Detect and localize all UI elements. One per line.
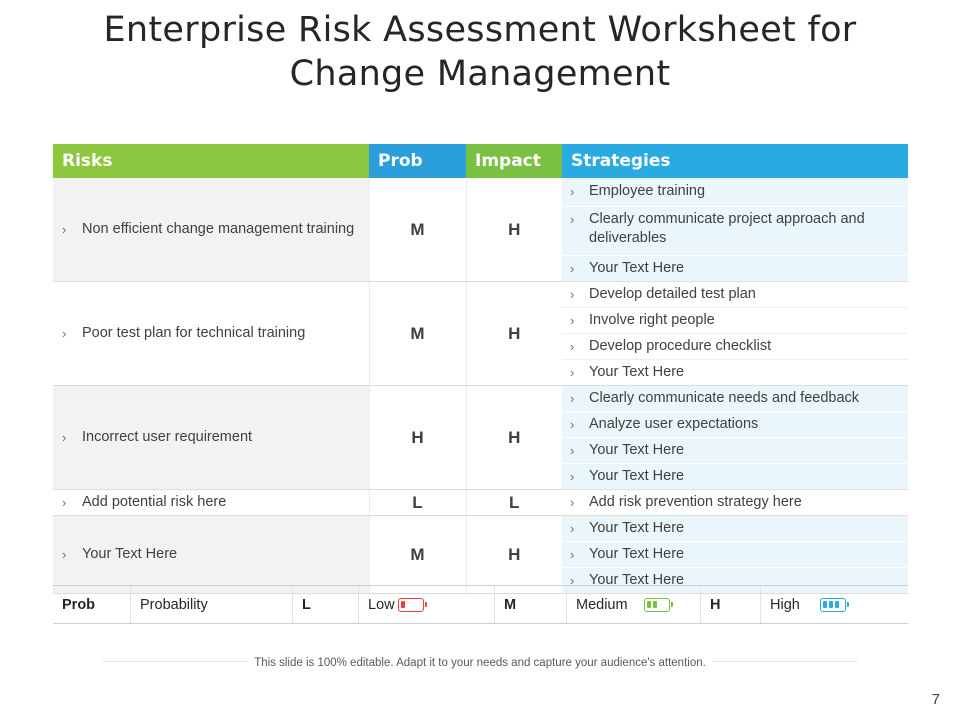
strategy-item	[562, 464, 908, 489]
battery-low-icon	[398, 598, 424, 612]
legend-medium-cell	[567, 586, 701, 623]
legend-code-cell	[495, 586, 567, 623]
prob-cell: H	[369, 386, 466, 490]
strategy-text: Your Text Here	[589, 520, 685, 536]
strategies-cell	[562, 490, 908, 516]
chevron-right-icon: ›	[570, 573, 575, 588]
chevron-right-icon: ›	[62, 222, 67, 237]
strategies-cell	[562, 386, 908, 490]
chevron-right-icon: ›	[62, 326, 67, 341]
table-row	[53, 516, 908, 594]
chevron-right-icon: ›	[570, 547, 575, 562]
strategy-text: Clearly communicate project approach and deliverables	[589, 211, 865, 246]
prob-cell: L	[369, 490, 466, 516]
strategy-text: Your Text Here	[589, 442, 685, 458]
legend-key-label: Probability	[140, 596, 208, 613]
slide-title	[80, 8, 880, 96]
strategy-text: Add risk prevention strategy here	[589, 494, 802, 510]
chevron-right-icon: ›	[570, 365, 575, 380]
strategy-item	[562, 542, 908, 568]
strategy-text: Your Text Here	[589, 572, 685, 588]
risk-cell	[53, 386, 369, 490]
legend-high-cell	[761, 586, 908, 623]
strategies-cell	[562, 516, 908, 594]
prob-cell: M	[369, 178, 466, 282]
strategy-item	[562, 438, 908, 464]
strategy-text: Develop procedure checklist	[589, 338, 772, 354]
title-line-2: Change Management	[289, 54, 671, 94]
chevron-right-icon: ›	[570, 287, 575, 302]
risk-text: Add potential risk here	[82, 494, 227, 510]
risk-text: Your Text Here	[82, 546, 178, 562]
impact-cell: H	[466, 386, 562, 490]
legend-code-low: L	[302, 596, 311, 613]
chevron-right-icon: ›	[570, 469, 575, 484]
header-impact: Impact	[466, 144, 562, 178]
strategy-item	[562, 412, 908, 438]
legend-code-medium: M	[504, 596, 517, 613]
battery-medium-icon	[644, 598, 670, 612]
strategy-item	[562, 490, 908, 515]
strategy-item	[562, 308, 908, 334]
legend-key-label-cell	[131, 586, 293, 623]
legend-label-high: High	[770, 596, 800, 613]
legend-key: Prob	[62, 596, 96, 613]
chevron-right-icon: ›	[62, 430, 67, 445]
header-strategies: Strategies	[562, 144, 908, 178]
strategy-item	[562, 334, 908, 360]
chevron-right-icon: ›	[570, 417, 575, 432]
legend-label-low: Low	[368, 596, 395, 613]
strategy-item	[562, 207, 908, 256]
chevron-right-icon: ›	[570, 443, 575, 458]
risk-text: Non efficient change management training	[82, 221, 355, 237]
risk-cell	[53, 282, 369, 386]
table-row	[53, 386, 908, 490]
chevron-right-icon: ›	[570, 521, 575, 536]
header-risks: Risks	[53, 144, 369, 178]
chevron-right-icon: ›	[570, 313, 575, 328]
table-row	[53, 178, 908, 282]
impact-cell: H	[466, 282, 562, 386]
impact-cell: L	[466, 490, 562, 516]
strategy-text: Employee training	[589, 183, 706, 199]
strategy-text: Analyze user expectations	[589, 416, 759, 432]
strategy-item	[562, 516, 908, 542]
strategy-text: Your Text Here	[589, 468, 685, 484]
strategy-item	[562, 386, 908, 412]
legend-label-medium: Medium	[576, 596, 628, 613]
header-prob: Prob	[369, 144, 466, 178]
chevron-right-icon: ›	[570, 339, 575, 354]
legend-code-high: H	[710, 596, 721, 613]
page-number: 7	[931, 691, 940, 708]
legend-code-cell	[701, 586, 761, 623]
chevron-right-icon: ›	[62, 547, 67, 562]
strategy-text: Your Text Here	[589, 364, 685, 380]
table-header-row	[53, 144, 908, 178]
strategies-cell	[562, 282, 908, 386]
legend-bar	[53, 585, 908, 624]
prob-cell: M	[369, 516, 466, 594]
chevron-right-icon: ›	[570, 184, 575, 199]
risk-text: Poor test plan for technical training	[82, 325, 306, 341]
impact-cell: H	[466, 516, 562, 594]
legend-low-cell	[359, 586, 495, 623]
prob-cell: M	[369, 282, 466, 386]
strategies-cell	[562, 178, 908, 282]
strategy-item	[562, 282, 908, 308]
chevron-right-icon: ›	[62, 495, 67, 510]
risk-cell	[53, 490, 369, 516]
table-row	[53, 490, 908, 516]
strategy-text: Your Text Here	[589, 546, 685, 562]
footer-text: This slide is 100% editable. Adapt it to your needs and capture your audience's attention.	[248, 657, 712, 669]
chevron-right-icon: ›	[570, 212, 575, 227]
risk-text: Incorrect user requirement	[82, 429, 253, 445]
battery-high-icon	[820, 598, 846, 612]
impact-cell: H	[466, 178, 562, 282]
chevron-right-icon: ›	[570, 391, 575, 406]
title-line-1: Enterprise Risk Assessment Worksheet for	[103, 10, 857, 50]
strategy-text: Involve right people	[589, 312, 715, 328]
chevron-right-icon: ›	[570, 495, 575, 510]
risk-cell	[53, 178, 369, 282]
legend-code-cell	[293, 586, 359, 623]
strategy-text: Develop detailed test plan	[589, 286, 756, 302]
strategy-item	[562, 360, 908, 385]
risk-cell	[53, 516, 369, 594]
strategy-item	[562, 256, 908, 281]
strategy-text: Clearly communicate needs and feedback	[589, 390, 860, 406]
chevron-right-icon: ›	[570, 261, 575, 276]
strategy-text: Your Text Here	[589, 260, 685, 276]
footer-note	[102, 657, 858, 669]
table-row	[53, 282, 908, 386]
strategy-item	[562, 178, 908, 207]
risk-table	[53, 144, 908, 594]
legend-key-cell	[53, 586, 131, 623]
